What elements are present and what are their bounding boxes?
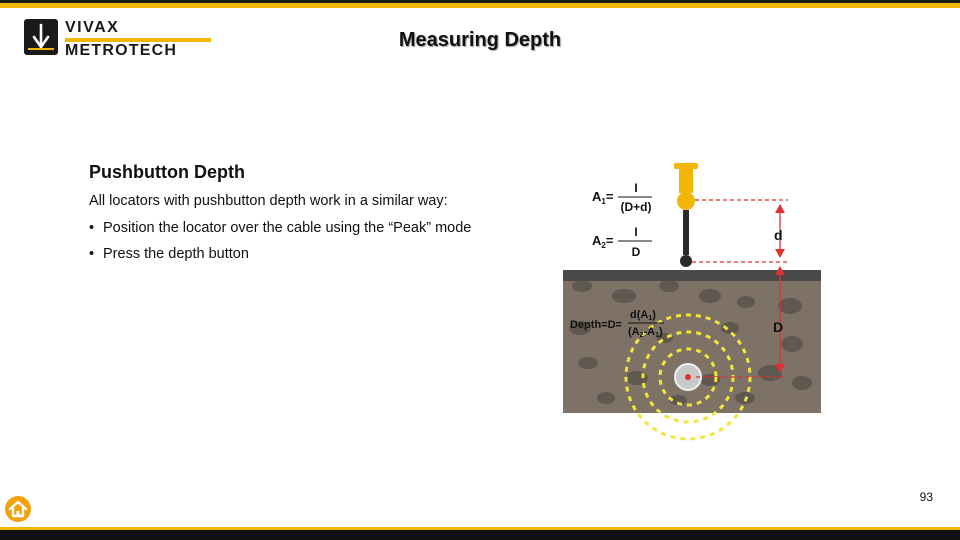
intro-text: All locators with pushbutton depth work in a similar way: [89,193,448,209]
bullet-item: • Press the depth button [89,245,489,263]
logo-text-line1: VIVAX [65,19,120,36]
svg-text:(D+d): (D+d) [620,200,652,214]
svg-text:I: I [634,181,638,195]
label-d: d [774,227,783,243]
page-title: Measuring Depth [398,29,562,51]
label-D: D [773,319,784,335]
top-accent-stripe [0,3,960,8]
equation-a2 [592,225,652,259]
depth-measurement-diagram [560,158,830,448]
svg-text:(A2-A1): (A2-A1) [628,326,663,339]
svg-text:D: D [631,245,641,259]
bullet-list [89,219,489,271]
svg-text:I: I [634,225,638,239]
bottom-bar [0,530,960,540]
svg-text:A1=: $A_1=$ [592,189,614,206]
home-icon [3,494,33,524]
home-button[interactable] [3,494,33,524]
svg-text:A2=: $A_2=$ [592,233,614,250]
svg-text:Depth=D=: Depth=D= [570,319,622,331]
logo-text-line2: METROTECH [65,42,178,59]
equation-a1 [592,181,652,214]
bullet-item: • Position the locator over the cable using the “Peak” mode [89,219,489,237]
section-subtitle: Pushbutton Depth [89,162,245,182]
cable-center-point [685,374,691,380]
page-number: 93 [919,490,933,504]
locator-device [674,163,698,267]
svg-text:d(A1): d(A1) [630,309,656,322]
